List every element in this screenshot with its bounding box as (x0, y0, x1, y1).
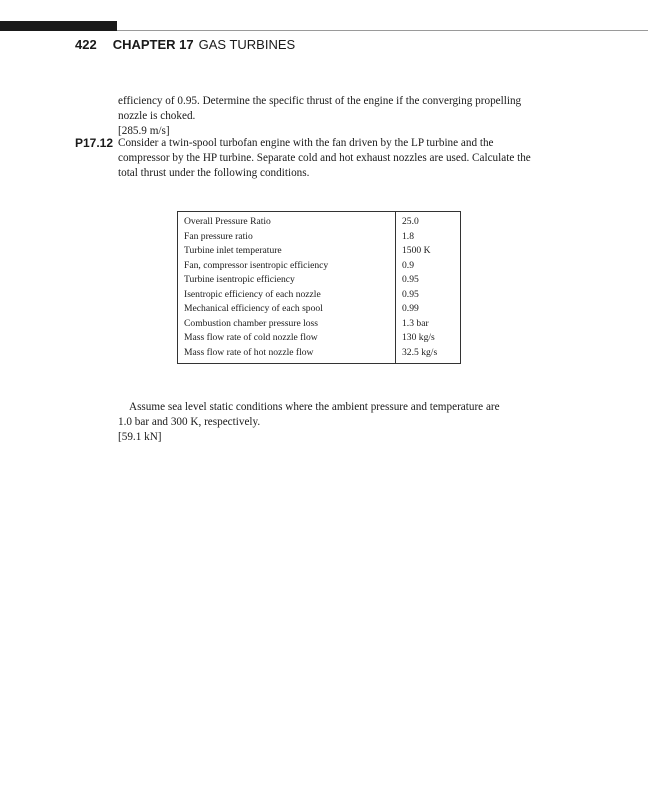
text-line: total thrust under the following conditions. (118, 167, 310, 180)
text-line: Consider a twin-spool turbofan engine with the fan driven by the LP turbine and the (118, 137, 494, 149)
table-row (178, 331, 461, 346)
table-row (178, 244, 461, 259)
table-row (178, 212, 461, 230)
row-value: 0.95 (402, 288, 419, 300)
row-label: Isentropic efficiency of each nozzle (178, 288, 396, 303)
chapter-label: CHAPTER 17 (112, 37, 194, 52)
row-value: 1500 K (402, 245, 431, 257)
row-value: 1.3 bar (402, 317, 429, 329)
previous-problem-answer: [285.9 m/s] (118, 125, 170, 138)
table-row (178, 259, 461, 274)
row-label: Mass flow rate of hot nozzle flow (178, 346, 396, 364)
row-label: Combustion chamber pressure loss (178, 317, 396, 332)
row-label: Turbine isentropic efficiency (178, 273, 396, 288)
row-value: 1.8 (402, 230, 414, 242)
conditions-table (177, 211, 461, 364)
text-line: compressor by the HP turbine. Separate cold and hot exhaust nozzles are used. Calculate the (118, 152, 531, 165)
row-label: Fan, compressor isentropic efficiency (178, 259, 396, 274)
table-row (178, 230, 461, 245)
row-label: Mechanical efficiency of each spool (178, 302, 396, 317)
chapter-title: GAS TURBINES (198, 37, 296, 52)
table-row (178, 317, 461, 332)
table-row (178, 302, 461, 317)
closing-paragraph (118, 400, 563, 446)
problem-statement (118, 136, 563, 182)
text-line: 1.0 bar and 300 K, respectively. (118, 416, 261, 429)
row-label: Turbine inlet temperature (178, 244, 396, 259)
row-value: 25.0 (402, 216, 419, 227)
text-line: Assume sea level static conditions where the ambient pressure and temperature are (129, 401, 500, 413)
row-value: 0.95 (402, 274, 419, 286)
running-head (75, 37, 295, 55)
table-row (178, 288, 461, 303)
row-label: Overall Pressure Ratio (178, 212, 396, 230)
header-rule (117, 30, 648, 31)
table-row (178, 346, 461, 364)
text-line: nozzle is choked. (118, 110, 196, 123)
previous-problem-text (118, 94, 563, 140)
row-label: Fan pressure ratio (178, 230, 396, 245)
page-number: 422 (75, 37, 97, 52)
row-value: 130 kg/s (402, 332, 435, 344)
text-line: efficiency of 0.95. Determine the specific thrust of the engine if the converging propelling (118, 95, 522, 107)
header-bar (0, 21, 117, 31)
table-row (178, 273, 461, 288)
row-value: 32.5 kg/s (402, 346, 438, 358)
row-value: 0.9 (402, 259, 414, 271)
row-value: 0.99 (402, 303, 419, 315)
problem-answer: [59.1 kN] (118, 431, 162, 444)
problem-number: P17.12 (75, 136, 114, 150)
row-label: Mass flow rate of cold nozzle flow (178, 331, 396, 346)
